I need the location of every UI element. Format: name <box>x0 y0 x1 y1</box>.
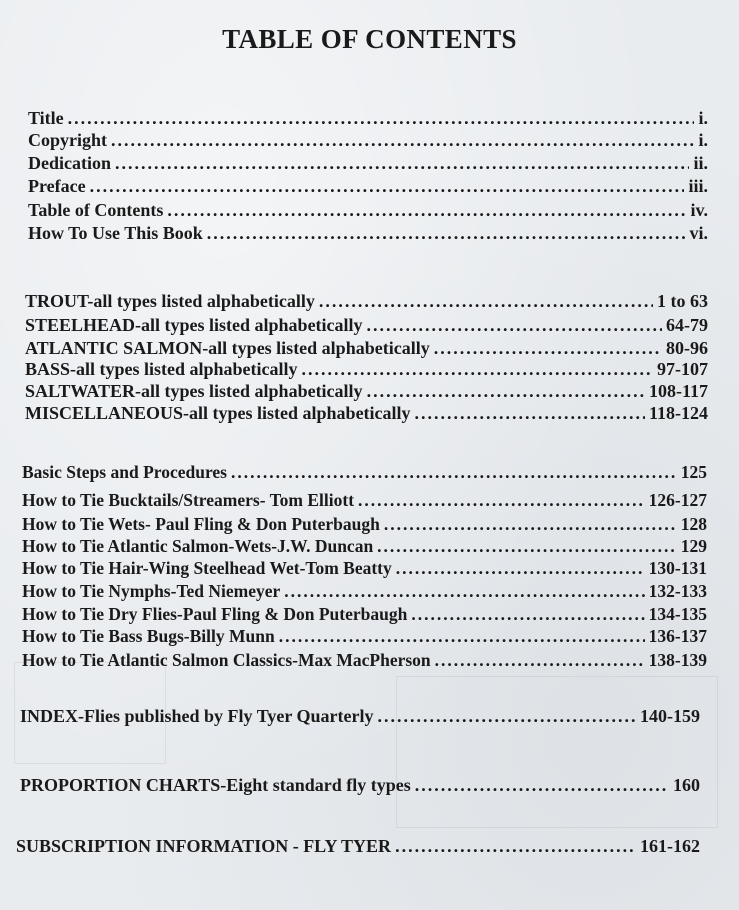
toc-entry-page: i. <box>698 108 708 128</box>
toc-entry-title <box>28 108 708 129</box>
toc-entry-page: 160 <box>673 775 700 795</box>
toc-entry-label: How to Tie Atlantic Salmon-Wets-J.W. Duncan <box>22 536 374 556</box>
toc-entry-page: 64-79 <box>666 315 708 335</box>
dot-leader <box>319 291 653 312</box>
toc-entry-salmon-classics <box>22 650 707 671</box>
toc-entry-page: vi. <box>689 223 708 243</box>
toc-entry-label: Title <box>28 108 64 128</box>
toc-entry-miscellaneous <box>25 403 708 424</box>
dot-leader <box>395 836 636 857</box>
toc-entry-atlantic-salmon-wets <box>22 536 707 557</box>
toc-entry-label: How to Tie Dry Flies-Paul Fling & Don Puterbaugh <box>22 604 408 624</box>
toc-entry-label: Preface <box>28 176 86 196</box>
toc-entry-index <box>20 706 700 727</box>
show-through-frame <box>396 676 718 828</box>
toc-entry-label: How to Tie Atlantic Salmon Classics-Max MacPherson <box>22 650 431 670</box>
toc-entry-wets <box>22 514 707 535</box>
toc-entry-preface <box>28 176 708 197</box>
dot-leader <box>90 176 685 197</box>
toc-entry-how-to-use <box>28 223 708 244</box>
dot-leader <box>411 604 644 625</box>
toc-entry-atlantic-salmon <box>25 338 708 359</box>
toc-entry-page: 129 <box>680 536 707 556</box>
dot-leader <box>231 462 677 483</box>
toc-entry-steelhead <box>25 315 708 336</box>
toc-entry-proportion-charts <box>20 775 700 796</box>
toc-entry-label: SUBSCRIPTION INFORMATION - FLY TYER <box>16 836 392 856</box>
toc-entry-label: How to Tie Bass Bugs-Billy Munn <box>22 626 275 646</box>
dot-leader <box>434 338 662 359</box>
toc-entry-table-of-contents <box>28 200 708 221</box>
toc-entry-label: STEELHEAD-all types listed alphabetically <box>25 315 363 335</box>
toc-entry-copyright <box>28 130 708 151</box>
toc-entry-page: 118-124 <box>648 403 708 423</box>
toc-entry-label: Dedication <box>28 153 111 173</box>
toc-entry-label: How To Use This Book <box>28 223 203 243</box>
toc-entry-page: 132-133 <box>648 581 707 601</box>
page-title: TABLE OF CONTENTS <box>222 24 517 54</box>
dot-leader <box>415 775 669 796</box>
toc-entry-bucktails <box>22 490 707 511</box>
toc-entry-page: iii. <box>688 176 708 196</box>
toc-entry-label: BASS-all types listed alphabetically <box>25 359 298 379</box>
toc-entry-hair-wing-steelhead <box>22 558 707 579</box>
toc-entry-page: 138-139 <box>648 650 707 670</box>
dot-leader <box>279 626 645 647</box>
toc-entry-page: 126-127 <box>648 490 707 510</box>
toc-entry-basic-steps <box>22 462 707 483</box>
toc-entry-label: PROPORTION CHARTS-Eight standard fly types <box>20 775 411 795</box>
toc-entry-page: 140-159 <box>640 706 700 726</box>
dot-leader <box>284 581 644 602</box>
dot-leader <box>396 558 645 579</box>
dot-leader <box>415 403 645 424</box>
toc-entry-label: TROUT-all types listed alphabetically <box>25 291 315 311</box>
toc-entry-label: SALTWATER-all types listed alphabetically <box>25 381 363 401</box>
toc-entry-page: 108-117 <box>648 381 708 401</box>
toc-entry-label: Basic Steps and Procedures <box>22 462 227 482</box>
toc-entry-trout <box>25 291 708 312</box>
toc-entry-dedication <box>28 153 708 174</box>
toc-entry-page: 130-131 <box>648 558 707 578</box>
toc-entry-page: 136-137 <box>648 626 707 646</box>
toc-entry-page: 134-135 <box>648 604 707 624</box>
toc-entry-dry-flies <box>22 604 707 625</box>
dot-leader <box>111 130 694 151</box>
toc-entry-label: How to Tie Bucktails/Streamers- Tom Elliott <box>22 490 355 510</box>
dot-leader <box>358 490 645 511</box>
toc-entry-page: 97-107 <box>657 359 708 379</box>
toc-entry-page: 80-96 <box>666 338 708 358</box>
toc-entry-bass-bugs <box>22 626 707 647</box>
dot-leader <box>367 381 645 402</box>
toc-entry-nymphs <box>22 581 707 602</box>
toc-entry-page: 161-162 <box>640 836 700 856</box>
toc-entry-label: How to Tie Hair-Wing Steelhead Wet-Tom Beatty <box>22 558 392 578</box>
dot-leader <box>167 200 686 221</box>
toc-entry-label: ATLANTIC SALMON-all types listed alphabetically <box>25 338 430 358</box>
toc-entry-page: i. <box>698 130 708 150</box>
toc-entry-label: How to Tie Nymphs-Ted Niemeyer <box>22 581 281 601</box>
toc-entry-label: Table of Contents <box>28 200 164 220</box>
toc-entry-bass <box>25 359 708 380</box>
dot-leader <box>435 650 645 671</box>
toc-entry-subscription <box>16 836 700 857</box>
toc-entry-saltwater <box>25 381 708 402</box>
toc-entry-label: INDEX-Flies published by Fly Tyer Quarterly <box>20 706 374 726</box>
dot-leader <box>378 706 636 727</box>
toc-entry-page: iv. <box>690 200 708 220</box>
toc-entry-label: Copyright <box>28 130 108 150</box>
toc-entry-label: MISCELLANEOUS-all types listed alphabetically <box>25 403 411 423</box>
toc-entry-page: 1 to 63 <box>657 291 708 311</box>
dot-leader <box>68 108 695 129</box>
toc-entry-page: ii. <box>693 153 708 173</box>
dot-leader <box>377 536 677 557</box>
dot-leader <box>302 359 653 380</box>
dot-leader <box>207 223 686 244</box>
dot-leader <box>115 153 689 174</box>
toc-entry-page: 125 <box>680 462 707 482</box>
dot-leader <box>384 514 677 535</box>
toc-entry-label: How to Tie Wets- Paul Fling & Don Puterbaugh <box>22 514 380 534</box>
toc-entry-page: 128 <box>680 514 707 534</box>
dot-leader <box>367 315 662 336</box>
